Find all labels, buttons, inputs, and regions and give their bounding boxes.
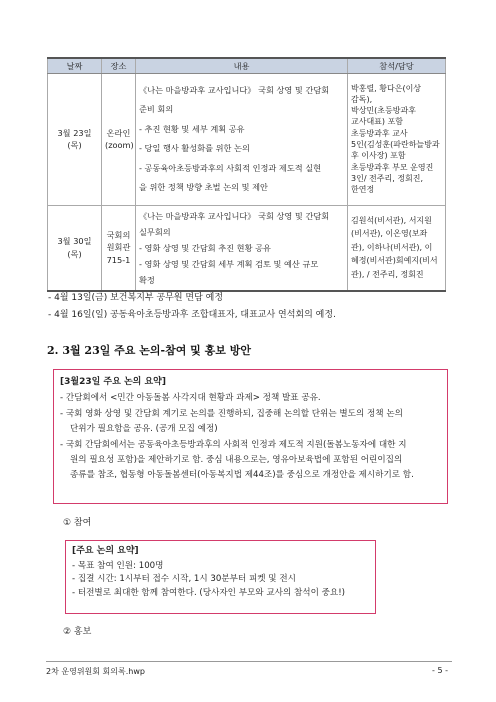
- header-content: 내용: [136, 58, 348, 73]
- summary-line: 단위가 필요함을 공유. (공개 모집 예정): [70, 424, 218, 435]
- summary-line: 종류를 참조, 협동형 아동돌봄센터(아동복지법 제44조)를 중심으로 개정안을 제시하기로 함.: [70, 470, 414, 481]
- content-line: 《나는 마을방과후 교사입니다》 국회 상영 및 간담회: [139, 210, 330, 221]
- summary-line: - 국회 간담회에서는 공동육아초등방과후의 사회적 인정과 제도적 지원(돌봄노동자에 대한 지: [60, 439, 407, 450]
- table-row: [48, 205, 446, 291]
- content-line: 확정: [139, 274, 155, 285]
- header-attendees: 참석/담당: [348, 58, 446, 73]
- attendee-line: 관), / 전주리, 정회진: [351, 269, 424, 279]
- subheading-promotion: ② 홍보: [63, 627, 92, 637]
- participation-line: - 목표 참여 인원: 100명: [72, 560, 164, 571]
- note-item: - 4월 13일(금) 보건복지부 공무원 면담 예정: [48, 293, 224, 303]
- attendee-line: 5인(김성훈(파란하늘방과: [351, 140, 440, 149]
- row-place: [102, 205, 136, 291]
- table-row: [48, 73, 446, 205]
- section-title: 2. 3월 23일 주요 논의-참여 및 홍보 방안: [47, 344, 251, 357]
- table-header-row: [48, 58, 446, 73]
- content-line: - 영화 상영 및 간담회 세부 계획 검토 및 예산 규모: [139, 258, 319, 269]
- row-attendees: [348, 205, 446, 291]
- content-line: - 영화 상영 및 간담회 추진 현황 공유: [139, 242, 271, 253]
- place-line: 국회의: [106, 230, 131, 241]
- row-place: [102, 73, 136, 205]
- attendee-line: (비서관), 이온영(보좌: [351, 229, 428, 239]
- place-line: 원회관: [106, 242, 131, 253]
- content-line: 실무회의: [139, 226, 171, 237]
- row-content: [136, 73, 348, 205]
- content-line: 《나는 마을방과후 교사입니다》 국회 상영 및 간담회: [139, 84, 330, 95]
- footer-divider: [46, 661, 452, 662]
- content-line: - 추진 현황 및 세부 계획 공유: [139, 123, 245, 134]
- page-number: - 5 -: [432, 666, 448, 675]
- attendee-line: 박홍렬, 황다은(이상: [351, 83, 422, 93]
- summary-box-title: [3월23일 주요 논의 요약]: [60, 377, 166, 387]
- attendee-line: 초등방과후 부모 운영진: [351, 162, 434, 172]
- content-line: 준비 회의: [139, 104, 174, 114]
- summary-line: - 국회 영화 상영 및 간담회 계기로 논의를 진행하되, 집중해 논의할 단위는 별도의 정책 논의: [60, 408, 403, 419]
- note-item: - 4월 16일(일) 공동육아초등방과후 조합대표자, 대표교사 연석회의 예정.: [48, 310, 336, 320]
- place-line: (zoom): [105, 140, 134, 150]
- content-line: - 당일 행사 활성화를 위한 논의: [139, 143, 250, 153]
- participation-line: - 집결 시간: 1시부터 접수 시작, 1시 30분부터 피켓 및 전시: [72, 574, 296, 585]
- subheading-participation: ① 참여: [63, 518, 92, 528]
- attendee-line: 감독),: [351, 94, 373, 104]
- participation-box: [65, 540, 376, 614]
- header-date: 날짜: [48, 58, 102, 73]
- schedule-table: [47, 57, 446, 292]
- attendee-line: 혜정(비서관)회예지(비서: [351, 256, 438, 266]
- attendee-line: 3인/ 전주리, 정회진,: [351, 173, 424, 183]
- summary-line: 원의 필요성 포함)을 제안하기로 함. 중심 내용으로는, 영유아보육법에 포함된 어린이집의: [70, 455, 403, 466]
- attendee-line: 박상민(초등방과후: [351, 106, 416, 116]
- attendee-line: 후 이사장) 포함: [351, 151, 406, 161]
- place-line: 715-1: [106, 254, 131, 265]
- row-date: 3월 23일(목): [48, 73, 102, 205]
- header-place: 장소: [102, 58, 136, 73]
- row-content: [136, 205, 348, 291]
- participation-box-title: [주요 논의 요약]: [72, 546, 139, 556]
- attendee-line: 관), 이하나(비서관), 이: [351, 242, 433, 252]
- content-line: 을 위한 정책 방향 초벌 논의 및 제안: [139, 182, 268, 192]
- content-line: - 공동육아초등방과후의 사회적 인정과 제도적 실현: [139, 162, 322, 173]
- footer-filename: 2차 운영위원회 회의록.hwp: [46, 667, 145, 676]
- row-attendees: [348, 73, 446, 205]
- attendee-line: 김원석(비서관), 서지원: [351, 215, 432, 225]
- attendee-line: 한연정: [351, 185, 375, 195]
- participation-line: - 터전별로 최대한 함께 참여한다. (당사자인 부모와 교사의 참석이 중요!): [72, 587, 346, 598]
- summary-box: [53, 369, 448, 504]
- attendee-line: 교사대표) 포함: [351, 117, 404, 127]
- place-line: 온라인: [106, 127, 131, 138]
- summary-line: - 간담회에서 <민간 아동돌봄 사각지대 현황과 과제> 정책 발표 공유.: [60, 393, 321, 404]
- row-date: 3월 30일(목): [48, 205, 102, 291]
- attendee-line: 초등방과후 교사: [351, 128, 408, 138]
